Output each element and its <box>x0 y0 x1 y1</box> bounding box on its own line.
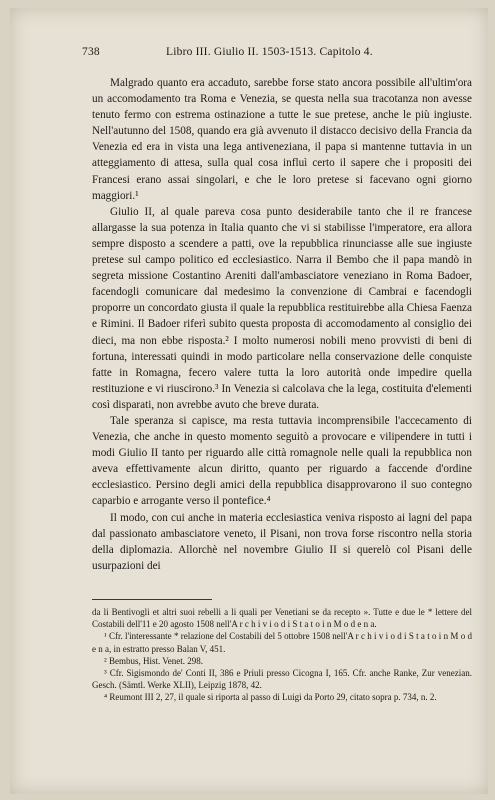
footnote-divider <box>92 599 212 600</box>
footnote: ² Bembus, Hist. Venet. 298. <box>104 655 204 666</box>
main-text <box>92 75 472 574</box>
running-title: Libro III. Giulio II. 1503-1513. Capitolo 4. <box>166 46 373 58</box>
footnote: ³ Cfr. Sigismondo de' Conti II, 386 e Priuli presso Cicogna I, 165. Cfr. anche Ranke, Zur venezian. Gesch. (Sämtl. Werke XLII), Leipzig 1878, 42. <box>92 668 472 691</box>
paragraph: Il modo, con cui anche in materia ecclesiastica veniva risposto ai lagni del papa dal passionato ambasciatore veneto, il Pisani, non trova forse riscontro nella storia della diplomazia. Allorchè nel novembre Giulio II si querelò col Pisani delle usurpazioni dei <box>92 511 472 572</box>
paragraph: Tale speranza si capisce, ma resta tuttavia incomprensibile l'accecamento di Venezia, che anche in questo momento seguitò a provocare e vilipendere in tutti i modi Giulio II tanto per riguardo alle città romagnole nelle quali la repubblica non aveva effettivamente alcun diritto, quanto per riguardo a faccende d'ordine ecclesiastico. Persino degli amici della repubblica disapprovarono il suo contegno caparbio e arrogante verso il pontefice.⁴ <box>92 414 472 508</box>
book-page <box>10 8 488 794</box>
footnotes <box>92 606 472 704</box>
footnote: ¹ Cfr. l'interessante * relazione del Costabili del 5 ottobre 1508 nell'A r c h i v i o d i S t a t o i n M o d e n a, in estratto presso Balan V, 451. <box>92 631 472 654</box>
paragraph: Giulio II, al quale pareva cosa punto desiderabile tanto che il re francese allargasse la sua potenza in Italia quanto che vi si stabilisse l'imperatore, era allora sempre disposto a scendere a patti, ove la repubblica rinunciasse alle sue ingiuste pretese sul campo politico ed ecclesiastico. Narra il Bembo che il papa mandò in segreta missione Costantino Areniti dall'ambasciatore veneziano in Roma Badoer, facendogli comunicare dal medesimo la convenzione di Cambrai e facendogli proporre un concordato giusta il quale la repubblica restituirebbe alla Chiesa Faenza e Rimini. Il Badoer riferì subito questa proposta di accomodamento al consiglio dei dieci, ma non ebbe risposta.² I molto numerosi nobili meno provvisti di beni di fortuna, interessati quindi in modo particolare nella conservazione delle conquiste fatte in Romagna, fecero valere tutta la loro autorità onde impedire quella restituzione e vi riuscirono.³ In Venezia si calcolava che la lega, costituita d'elementi così disparati, non avrebbe avuto che breve durata. <box>92 205 472 411</box>
paragraph: Malgrado quanto era accaduto, sarebbe forse stato ancora possibile all'ultim'ora un accomodamento tra Roma e Venezia, se questa nella sua tracotanza non avesse tenuto fermo con estrema ostinazione a tutte le sue pretese, anche le più ingiuste. Nell'autunno del 1508, quando era già avvenuto il distacco decisivo della Francia da Venezia ed era in vista una lega antiveneziana, il papa si mantenne tuttavia in un atteggiamento di attesa, sulla qual cosa influì certo il sapere che i propositi dei Francesi erano assai singolari, e che le loro pretese si facevano ogni giorno maggiori.¹ <box>92 77 472 202</box>
page-number: 738 <box>82 46 100 58</box>
footnote-continuation: da li Bentivogli et altri suoi rebelli a li quali per Venetiani se da recepto ». Tutte e due le * lettere del Costabili dell'11 e 20 agosto 1508 nell'A r c h i v i o d i S t a t o i n M o d e n a. <box>92 607 472 630</box>
footnote: ⁴ Reumont III 2, 27, il quale si riporta al passo di Luigi da Porto 29, citato sopra p. 734, n. 2. <box>104 692 437 703</box>
